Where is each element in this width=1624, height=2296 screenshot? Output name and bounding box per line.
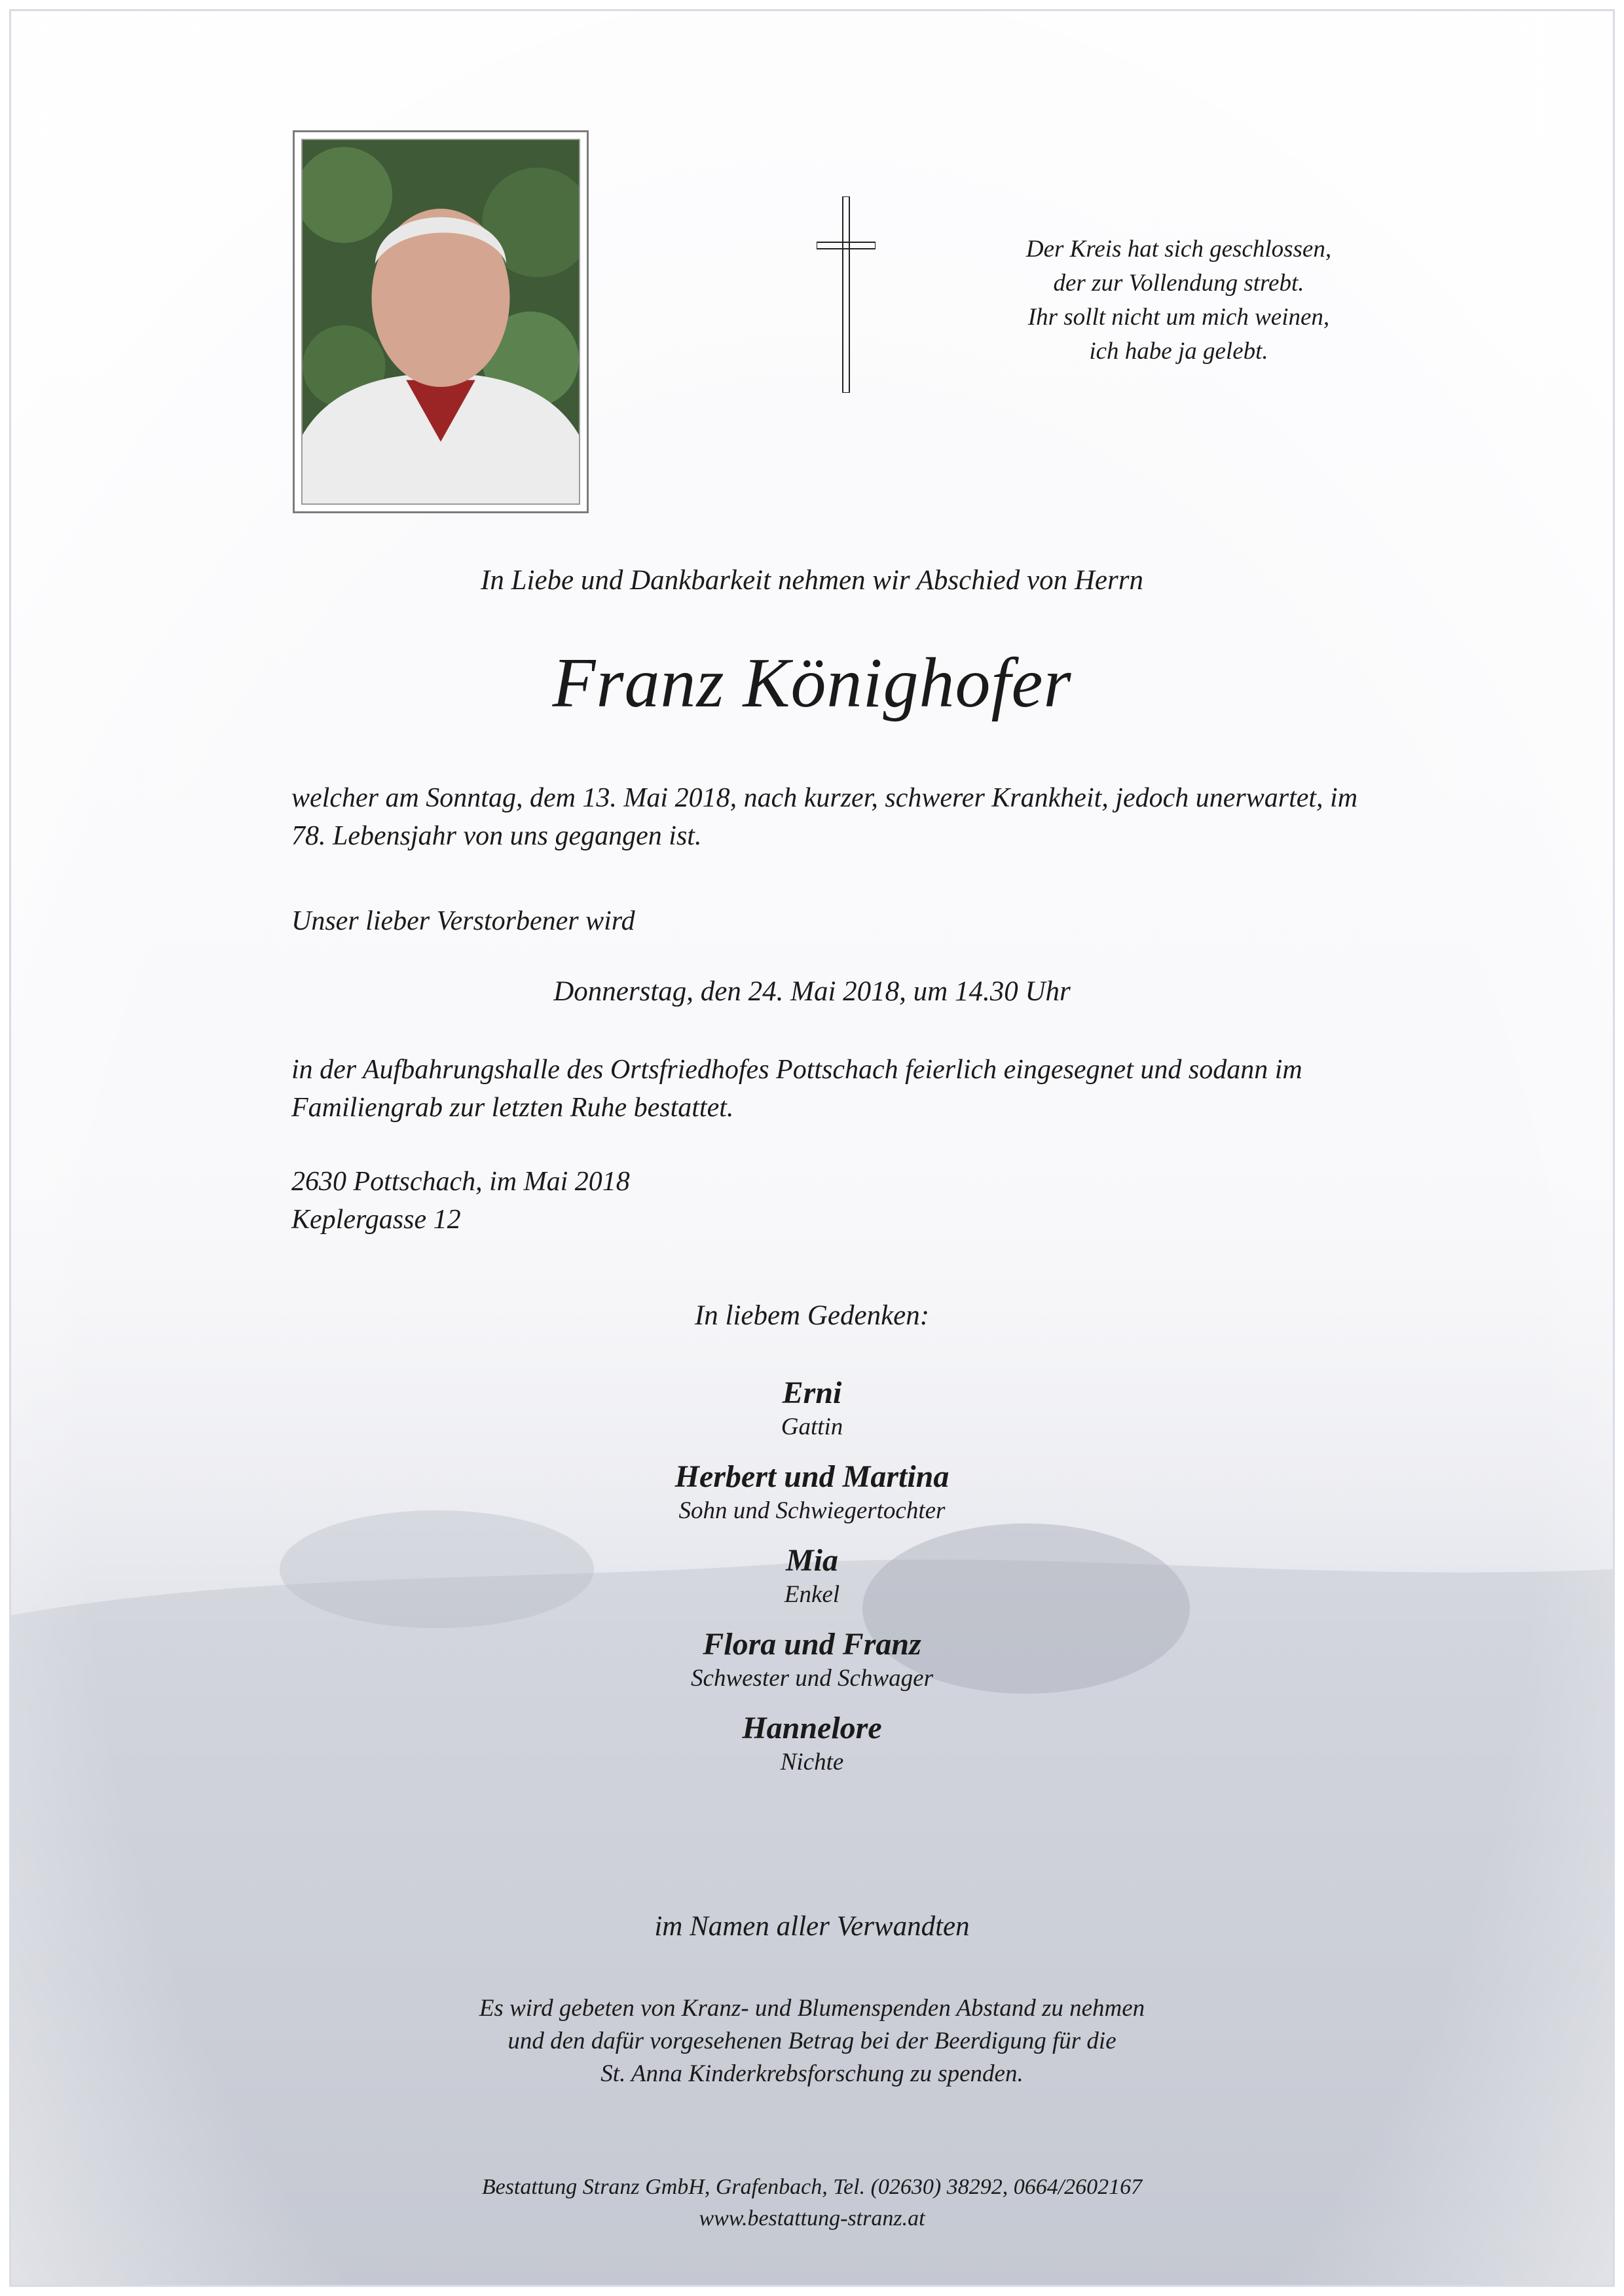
deceased-name: Franz Könighofer [552,644,1072,722]
mourner-name: Hannelore [742,1711,882,1745]
portrait-image [303,140,579,503]
mourner-entry [0,1375,1624,1443]
funeral-intro: Unser lieber Verstorbener wird [291,906,635,936]
donation-request [0,1992,1624,2090]
on-behalf-line: im Namen aller Verwandten [654,1911,970,1942]
address-block [291,1163,881,1239]
address-line: 2630 Pottschach, im Mai 2018 [291,1167,630,1197]
mourner-name: Erni [782,1376,842,1410]
mourner-name: Herbert und Martina [674,1459,950,1494]
remembrance-heading: In liebem Gedenken: [694,1300,930,1331]
request-line: und den dafür vorgesehenen Betrag bei der Beerdigung für die [507,2028,1116,2054]
mourner-relation: Gattin [781,1413,843,1440]
portrait-photo [293,130,589,513]
footer [0,2172,1624,2234]
funeral-date: Donnerstag, den 24. Mai 2018, um 14.30 Uhr [553,976,1071,1007]
footer-website[interactable]: www.bestattung-stranz.at [699,2206,925,2231]
motto-line: ich habe ja gelebt. [1089,338,1268,365]
mourner-entry [0,1542,1624,1611]
cross-icon [817,196,876,393]
motto-line: Der Kreis hat sich geschlossen, [1025,236,1332,263]
request-line: St. Anna Kinderkrebsforschung zu spenden. [600,2060,1024,2087]
footer-company: Bestattung Stranz GmbH, Grafenbach, Tel. (02630) 38292, 0664/2602167 [481,2175,1143,2199]
mourner-name: Flora und Franz [703,1627,921,1662]
mourner-entry [0,1459,1624,1527]
address-line: Keplergasse 12 [291,1205,461,1235]
mourners-list [0,1375,1624,1794]
mourner-relation: Schwester und Schwager [691,1665,933,1692]
mourner-relation: Sohn und Schwiegertochter [678,1497,946,1524]
death-notice-paragraph: welcher am Sonntag, dem 13. Mai 2018, nach kurzer, schwerer Krankheit, jedoch unerwartet, im 78. Lebensjahr von uns gegangen ist. [291,783,1358,851]
mourner-relation: Nichte [780,1749,844,1776]
funeral-location-paragraph: in der Aufbahrungshalle des Ortsfriedhofes Pottschach feierlich eingesegnet und sodann im Familiengrab zur letzten Ruhe bestattet. [291,1055,1302,1123]
mourner-name: Mia [785,1543,838,1578]
intro-text: In Liebe und Dankbarkeit nehmen wir Abschied von Herrn [481,565,1143,596]
mourner-entry [0,1710,1624,1778]
mourner-entry [0,1626,1624,1694]
motto-line: der zur Vollendung strebt. [1053,270,1304,297]
request-line: Es wird gebeten von Kranz- und Blumenspenden Abstand zu nehmen [479,1995,1145,2022]
mourner-relation: Enkel [784,1581,840,1608]
motto-line: Ihr sollt nicht um mich weinen, [1027,304,1330,331]
motto-verse [950,232,1408,369]
